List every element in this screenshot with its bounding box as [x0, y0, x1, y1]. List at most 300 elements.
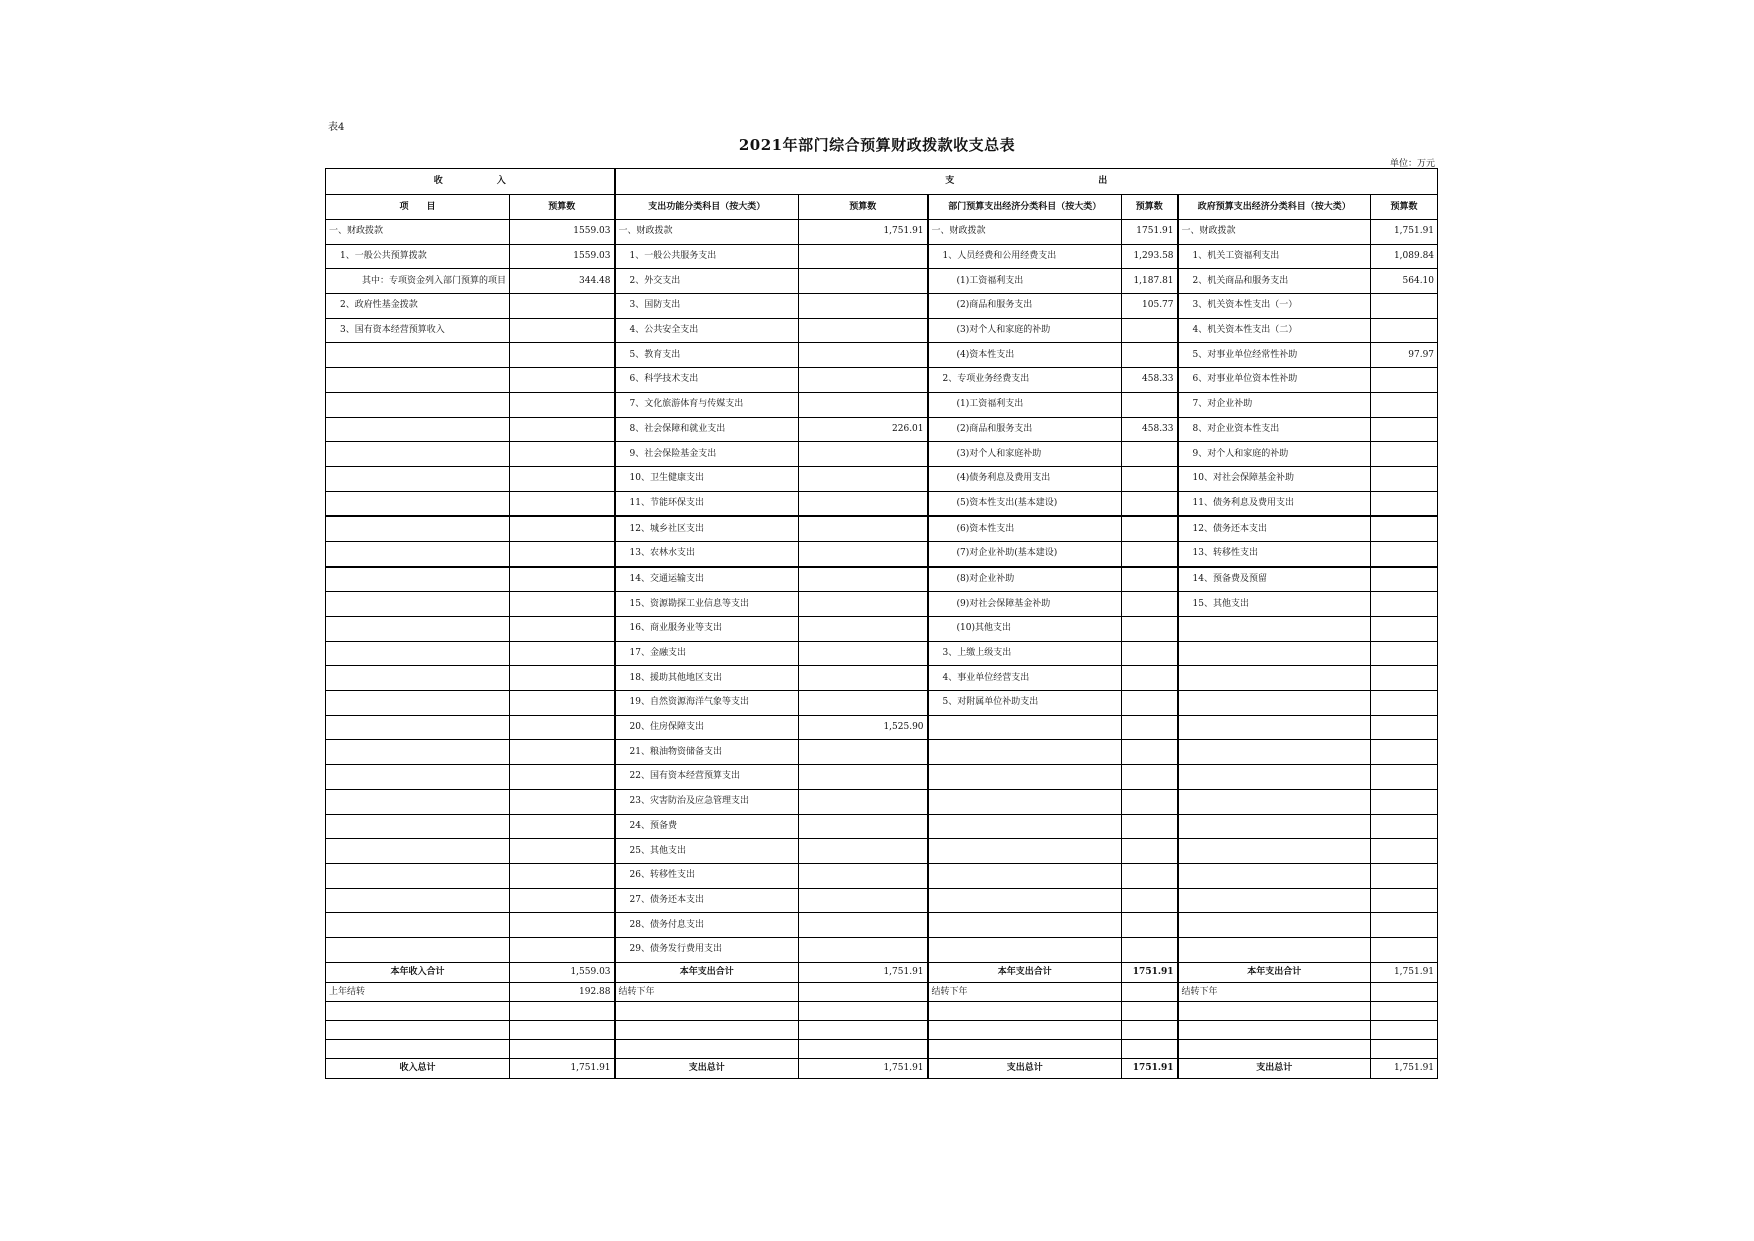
- item-name-cell: [326, 491, 510, 516]
- table-row: [326, 740, 1438, 765]
- year-total-row: [326, 962, 1438, 983]
- budget-amount-cell: [799, 368, 928, 393]
- item-name-cell: (6)资本性支出: [928, 516, 1122, 541]
- empty-cell: [615, 1002, 799, 1021]
- budget-amount-cell: 1559.03: [510, 220, 615, 245]
- expense-section-header: 支 出: [615, 169, 1438, 195]
- budget-amount-cell: 226.01: [799, 417, 928, 442]
- budget-amount-cell: [510, 617, 615, 642]
- col-header-budget: 预算数: [1122, 195, 1178, 220]
- budget-amount-cell: [1122, 442, 1178, 467]
- empty-cell: [1178, 1002, 1371, 1021]
- item-name-cell: 3、国有资本经营预算收入: [326, 318, 510, 343]
- empty-cell: [799, 1002, 928, 1021]
- item-name-cell: 一、财政拨款: [1178, 220, 1371, 245]
- item-name-cell: 6、科学技术支出: [615, 368, 799, 393]
- item-name-cell: [326, 442, 510, 467]
- budget-amount-cell: [1122, 541, 1178, 566]
- empty-cell: [326, 1021, 510, 1040]
- budget-amount-cell: [1122, 343, 1178, 368]
- budget-amount-cell: [799, 466, 928, 491]
- budget-amount-cell: [799, 863, 928, 888]
- empty-cell: [799, 1040, 928, 1059]
- budget-amount-cell: [799, 765, 928, 790]
- budget-amount-cell: 192.88: [510, 983, 615, 1002]
- budget-amount-cell: [510, 913, 615, 938]
- budget-amount-cell: 1,751.91: [1371, 1059, 1438, 1079]
- item-name-cell: 1、一般公共服务支出: [615, 244, 799, 269]
- budget-amount-cell: [799, 392, 928, 417]
- item-name-cell: 18、援助其他地区支出: [615, 666, 799, 691]
- item-name-cell: [1178, 666, 1371, 691]
- empty-cell: [1371, 1040, 1438, 1059]
- table-row: [326, 220, 1438, 245]
- budget-amount-cell: [1122, 617, 1178, 642]
- item-name-cell: 15、其他支出: [1178, 592, 1371, 617]
- budget-amount-cell: 1,751.91: [510, 1059, 615, 1079]
- budget-amount-cell: [799, 740, 928, 765]
- budget-amount-cell: [1371, 641, 1438, 666]
- item-name-cell: [326, 839, 510, 864]
- budget-amount-cell: [1371, 937, 1438, 962]
- budget-amount-cell: [799, 294, 928, 319]
- item-name-cell: 本年支出合计: [1178, 962, 1371, 983]
- item-name-cell: (10)其他支出: [928, 617, 1122, 642]
- budget-amount-cell: [1371, 814, 1438, 839]
- col-header-dept-econ-class: 部门预算支出经济分类科目（按大类）: [928, 195, 1122, 220]
- budget-amount-cell: [1122, 814, 1178, 839]
- item-name-cell: 本年支出合计: [928, 962, 1122, 983]
- budget-amount-cell: [510, 863, 615, 888]
- table-row: [326, 863, 1438, 888]
- budget-amount-cell: [1122, 491, 1178, 516]
- budget-amount-cell: [799, 814, 928, 839]
- budget-table: [325, 168, 1438, 1079]
- col-header-budget: 预算数: [799, 195, 928, 220]
- budget-amount-cell: [799, 516, 928, 541]
- budget-amount-cell: [1371, 442, 1438, 467]
- table-row: [326, 765, 1438, 790]
- budget-amount-cell: [799, 617, 928, 642]
- item-name-cell: (1)工资福利支出: [928, 269, 1122, 294]
- budget-amount-cell: [1122, 641, 1178, 666]
- item-name-cell: [326, 740, 510, 765]
- budget-amount-cell: [799, 318, 928, 343]
- item-name-cell: 8、社会保障和就业支出: [615, 417, 799, 442]
- col-header-budget: 预算数: [1371, 195, 1438, 220]
- empty-cell: [1122, 1040, 1178, 1059]
- budget-amount-cell: [1371, 417, 1438, 442]
- item-name-cell: 14、交通运输支出: [615, 567, 799, 592]
- table-row: [326, 491, 1438, 516]
- table-row: [326, 937, 1438, 962]
- budget-amount-cell: [510, 765, 615, 790]
- item-name-cell: 23、灾害防治及应急管理支出: [615, 789, 799, 814]
- budget-amount-cell: [510, 343, 615, 368]
- item-name-cell: (3)对个人和家庭的补助: [928, 318, 1122, 343]
- budget-amount-cell: [1371, 691, 1438, 716]
- table-row: [326, 516, 1438, 541]
- budget-amount-cell: [1371, 765, 1438, 790]
- item-name-cell: (5)资本性支出(基本建设): [928, 491, 1122, 516]
- budget-amount-cell: [1371, 466, 1438, 491]
- item-name-cell: [1178, 740, 1371, 765]
- budget-amount-cell: [1122, 392, 1178, 417]
- item-name-cell: 26、转移性支出: [615, 863, 799, 888]
- budget-amount-cell: [1371, 888, 1438, 913]
- budget-amount-cell: [1371, 392, 1438, 417]
- item-name-cell: 9、对个人和家庭的补助: [1178, 442, 1371, 467]
- budget-amount-cell: [799, 691, 928, 716]
- table-row: [326, 691, 1438, 716]
- empty-cell: [1178, 1021, 1371, 1040]
- item-name-cell: 13、转移性支出: [1178, 541, 1371, 566]
- item-name-cell: 4、事业单位经营支出: [928, 666, 1122, 691]
- table-row: [326, 244, 1438, 269]
- budget-amount-cell: [799, 666, 928, 691]
- item-name-cell: [928, 765, 1122, 790]
- item-name-cell: [326, 765, 510, 790]
- page-title: 2021年部门综合预算财政拨款收支总表: [738, 136, 1016, 154]
- item-name-cell: 21、粮油物资储备支出: [615, 740, 799, 765]
- item-name-cell: [326, 592, 510, 617]
- blank-row: [326, 1002, 1438, 1021]
- budget-amount-cell: [510, 937, 615, 962]
- table-row: [326, 442, 1438, 467]
- item-name-cell: [1178, 715, 1371, 740]
- table-row: [326, 617, 1438, 642]
- item-name-cell: [1178, 789, 1371, 814]
- item-name-cell: [928, 740, 1122, 765]
- item-name-cell: [1178, 814, 1371, 839]
- item-name-cell: 6、对事业单位资本性补助: [1178, 368, 1371, 393]
- item-name-cell: [326, 541, 510, 566]
- budget-amount-cell: 1751.91: [1122, 1059, 1178, 1079]
- budget-amount-cell: [510, 666, 615, 691]
- item-name-cell: 2、机关商品和服务支出: [1178, 269, 1371, 294]
- empty-cell: [1371, 1021, 1438, 1040]
- table-row: [326, 641, 1438, 666]
- budget-amount-cell: 344.48: [510, 269, 615, 294]
- item-name-cell: 7、对企业补助: [1178, 392, 1371, 417]
- budget-amount-cell: [1371, 541, 1438, 566]
- item-name-cell: [1178, 691, 1371, 716]
- item-name-cell: 支出总计: [928, 1059, 1122, 1079]
- item-name-cell: 17、金融支出: [615, 641, 799, 666]
- item-name-cell: [326, 516, 510, 541]
- budget-amount-cell: [510, 567, 615, 592]
- table-row: [326, 888, 1438, 913]
- table-row: [326, 368, 1438, 393]
- item-name-cell: 收入总计: [326, 1059, 510, 1079]
- budget-amount-cell: [1122, 691, 1178, 716]
- budget-amount-cell: [510, 516, 615, 541]
- item-name-cell: [928, 863, 1122, 888]
- budget-amount-cell: [510, 318, 615, 343]
- item-name-cell: [326, 863, 510, 888]
- item-name-cell: 1、机关工资福利支出: [1178, 244, 1371, 269]
- budget-amount-cell: [1371, 666, 1438, 691]
- empty-cell: [928, 1002, 1122, 1021]
- item-name-cell: 12、债务还本支出: [1178, 516, 1371, 541]
- table-row: [326, 318, 1438, 343]
- budget-amount-cell: [799, 888, 928, 913]
- table-row: [326, 789, 1438, 814]
- budget-amount-cell: [1122, 567, 1178, 592]
- item-name-cell: 13、农林水支出: [615, 541, 799, 566]
- item-name-cell: [326, 913, 510, 938]
- budget-amount-cell: 1,751.91: [799, 220, 928, 245]
- item-name-cell: 3、机关资本性支出（一）: [1178, 294, 1371, 319]
- col-header-budget: 预算数: [510, 195, 615, 220]
- budget-amount-cell: [1371, 318, 1438, 343]
- item-name-cell: (4)资本性支出: [928, 343, 1122, 368]
- budget-amount-cell: [510, 789, 615, 814]
- item-name-cell: [1178, 839, 1371, 864]
- item-name-cell: [326, 617, 510, 642]
- item-name-cell: 11、债务利息及费用支出: [1178, 491, 1371, 516]
- empty-cell: [928, 1021, 1122, 1040]
- budget-amount-cell: 1,089.84: [1371, 244, 1438, 269]
- item-name-cell: 25、其他支出: [615, 839, 799, 864]
- item-name-cell: 支出总计: [615, 1059, 799, 1079]
- budget-amount-cell: [510, 417, 615, 442]
- grand-total-row: [326, 1059, 1438, 1079]
- item-name-cell: 2、政府性基金拨款: [326, 294, 510, 319]
- item-name-cell: 2、专项业务经费支出: [928, 368, 1122, 393]
- item-name-cell: [326, 937, 510, 962]
- budget-amount-cell: [510, 839, 615, 864]
- budget-amount-cell: [1122, 765, 1178, 790]
- item-name-cell: 结转下年: [615, 983, 799, 1002]
- item-name-cell: 20、住房保障支出: [615, 715, 799, 740]
- empty-cell: [510, 1021, 615, 1040]
- item-name-cell: 7、文化旅游体育与传媒支出: [615, 392, 799, 417]
- empty-cell: [615, 1040, 799, 1059]
- table-row: [326, 417, 1438, 442]
- item-name-cell: 27、债务还本支出: [615, 888, 799, 913]
- item-name-cell: [1178, 913, 1371, 938]
- empty-cell: [1371, 1002, 1438, 1021]
- table-number: 表4: [328, 122, 345, 133]
- table-row: [326, 913, 1438, 938]
- budget-amount-cell: [510, 641, 615, 666]
- budget-amount-cell: [510, 888, 615, 913]
- item-name-cell: 22、国有资本经营预算支出: [615, 765, 799, 790]
- item-name-cell: [326, 666, 510, 691]
- item-name-cell: [326, 567, 510, 592]
- item-name-cell: 一、财政拨款: [615, 220, 799, 245]
- budget-amount-cell: [510, 691, 615, 716]
- budget-amount-cell: [1122, 789, 1178, 814]
- item-name-cell: 其中：专项资金列入部门预算的项目: [326, 269, 510, 294]
- item-name-cell: (9)对社会保障基金补助: [928, 592, 1122, 617]
- budget-amount-cell: [799, 983, 928, 1002]
- budget-amount-cell: [510, 592, 615, 617]
- item-name-cell: 5、教育支出: [615, 343, 799, 368]
- budget-amount-cell: 97.97: [1371, 343, 1438, 368]
- column-header-row: [326, 195, 1438, 220]
- item-name-cell: 本年收入合计: [326, 962, 510, 983]
- item-name-cell: 结转下年: [928, 983, 1122, 1002]
- col-header-gov-econ-class: 政府预算支出经济分类科目（按大类）: [1178, 195, 1371, 220]
- budget-amount-cell: [1122, 913, 1178, 938]
- item-name-cell: 结转下年: [1178, 983, 1371, 1002]
- budget-amount-cell: 1751.91: [1122, 220, 1178, 245]
- item-name-cell: [326, 343, 510, 368]
- budget-amount-cell: [1122, 888, 1178, 913]
- item-name-cell: (2)商品和服务支出: [928, 294, 1122, 319]
- item-name-cell: 1、一般公共预算拨款: [326, 244, 510, 269]
- budget-amount-cell: 1,751.91: [1371, 962, 1438, 983]
- budget-amount-cell: [799, 592, 928, 617]
- item-name-cell: [326, 368, 510, 393]
- budget-amount-cell: 105.77: [1122, 294, 1178, 319]
- budget-amount-cell: [1371, 789, 1438, 814]
- budget-amount-cell: [1122, 937, 1178, 962]
- budget-amount-cell: [1371, 592, 1438, 617]
- budget-amount-cell: [1371, 294, 1438, 319]
- budget-amount-cell: [799, 343, 928, 368]
- item-name-cell: 28、债务付息支出: [615, 913, 799, 938]
- empty-cell: [1178, 1040, 1371, 1059]
- item-name-cell: [1178, 617, 1371, 642]
- budget-amount-cell: [1371, 913, 1438, 938]
- table-row: [326, 715, 1438, 740]
- item-name-cell: [1178, 937, 1371, 962]
- table-row: [326, 294, 1438, 319]
- item-name-cell: 3、国防支出: [615, 294, 799, 319]
- budget-amount-cell: [510, 442, 615, 467]
- item-name-cell: 支出总计: [1178, 1059, 1371, 1079]
- budget-amount-cell: 1,751.91: [799, 1059, 928, 1079]
- budget-amount-cell: 458.33: [1122, 368, 1178, 393]
- col-header-function-class: 支出功能分类科目（按大类）: [615, 195, 799, 220]
- budget-amount-cell: [1371, 983, 1438, 1002]
- budget-amount-cell: [799, 641, 928, 666]
- item-name-cell: 14、预备费及预留: [1178, 567, 1371, 592]
- item-name-cell: [326, 888, 510, 913]
- item-name-cell: [326, 715, 510, 740]
- budget-amount-cell: [1122, 318, 1178, 343]
- table-row: [326, 666, 1438, 691]
- table-row: [326, 541, 1438, 566]
- item-name-cell: 4、公共安全支出: [615, 318, 799, 343]
- item-name-cell: [326, 466, 510, 491]
- table-row: [326, 592, 1438, 617]
- budget-amount-cell: [1122, 666, 1178, 691]
- item-name-cell: 9、社会保险基金支出: [615, 442, 799, 467]
- budget-amount-cell: 1,293.58: [1122, 244, 1178, 269]
- item-name-cell: 16、商业服务业等支出: [615, 617, 799, 642]
- item-name-cell: [326, 392, 510, 417]
- table-row: [326, 814, 1438, 839]
- budget-amount-cell: [1371, 567, 1438, 592]
- item-name-cell: 12、城乡社区支出: [615, 516, 799, 541]
- item-name-cell: 本年支出合计: [615, 962, 799, 983]
- table-row: [326, 392, 1438, 417]
- item-name-cell: 15、资源勘探工业信息等支出: [615, 592, 799, 617]
- budget-amount-cell: [510, 466, 615, 491]
- item-name-cell: 24、预备费: [615, 814, 799, 839]
- col-header-item: 项 目: [326, 195, 510, 220]
- budget-amount-cell: 1751.91: [1122, 962, 1178, 983]
- item-name-cell: 5、对附属单位补助支出: [928, 691, 1122, 716]
- item-name-cell: 5、对事业单位经常性补助: [1178, 343, 1371, 368]
- item-name-cell: [326, 814, 510, 839]
- item-name-cell: (1)工资福利支出: [928, 392, 1122, 417]
- empty-cell: [326, 1040, 510, 1059]
- budget-amount-cell: [799, 839, 928, 864]
- item-name-cell: [928, 888, 1122, 913]
- budget-amount-cell: [510, 541, 615, 566]
- item-name-cell: [928, 839, 1122, 864]
- budget-amount-cell: 458.33: [1122, 417, 1178, 442]
- item-name-cell: [1178, 765, 1371, 790]
- budget-amount-cell: [1371, 740, 1438, 765]
- item-name-cell: (8)对企业补助: [928, 567, 1122, 592]
- item-name-cell: 10、对社会保障基金补助: [1178, 466, 1371, 491]
- budget-amount-cell: [1122, 983, 1178, 1002]
- budget-amount-cell: 564.10: [1371, 269, 1438, 294]
- item-name-cell: [928, 913, 1122, 938]
- budget-amount-cell: [1371, 715, 1438, 740]
- budget-amount-cell: [799, 913, 928, 938]
- item-name-cell: [1178, 863, 1371, 888]
- item-name-cell: [1178, 888, 1371, 913]
- item-name-cell: 2、外交支出: [615, 269, 799, 294]
- budget-amount-cell: [799, 937, 928, 962]
- item-name-cell: 3、上缴上级支出: [928, 641, 1122, 666]
- budget-amount-cell: [799, 491, 928, 516]
- budget-amount-cell: [1122, 466, 1178, 491]
- budget-amount-cell: [799, 541, 928, 566]
- table-row: [326, 269, 1438, 294]
- budget-amount-cell: 1,559.03: [510, 962, 615, 983]
- budget-amount-cell: [799, 244, 928, 269]
- budget-amount-cell: [1371, 516, 1438, 541]
- unit-label: 单位：万元: [1390, 159, 1436, 169]
- item-name-cell: [326, 641, 510, 666]
- budget-amount-cell: 1,525.90: [799, 715, 928, 740]
- budget-amount-cell: [510, 368, 615, 393]
- item-name-cell: [928, 789, 1122, 814]
- item-name-cell: [326, 417, 510, 442]
- blank-row: [326, 1021, 1438, 1040]
- item-name-cell: (2)商品和服务支出: [928, 417, 1122, 442]
- budget-amount-cell: [1122, 839, 1178, 864]
- item-name-cell: 上年结转: [326, 983, 510, 1002]
- budget-amount-cell: [510, 294, 615, 319]
- budget-amount-cell: [799, 789, 928, 814]
- budget-amount-cell: [799, 442, 928, 467]
- budget-amount-cell: [1122, 863, 1178, 888]
- budget-amount-cell: [510, 740, 615, 765]
- budget-amount-cell: [1122, 740, 1178, 765]
- budget-amount-cell: 1,187.81: [1122, 269, 1178, 294]
- budget-amount-cell: 1,751.91: [799, 962, 928, 983]
- empty-cell: [799, 1021, 928, 1040]
- budget-amount-cell: [1122, 516, 1178, 541]
- budget-amount-cell: [1371, 863, 1438, 888]
- budget-amount-cell: [799, 567, 928, 592]
- item-name-cell: [928, 814, 1122, 839]
- budget-amount-cell: [510, 814, 615, 839]
- budget-amount-cell: [1371, 617, 1438, 642]
- item-name-cell: 10、卫生健康支出: [615, 466, 799, 491]
- budget-amount-cell: 1559.03: [510, 244, 615, 269]
- item-name-cell: (7)对企业补助(基本建设): [928, 541, 1122, 566]
